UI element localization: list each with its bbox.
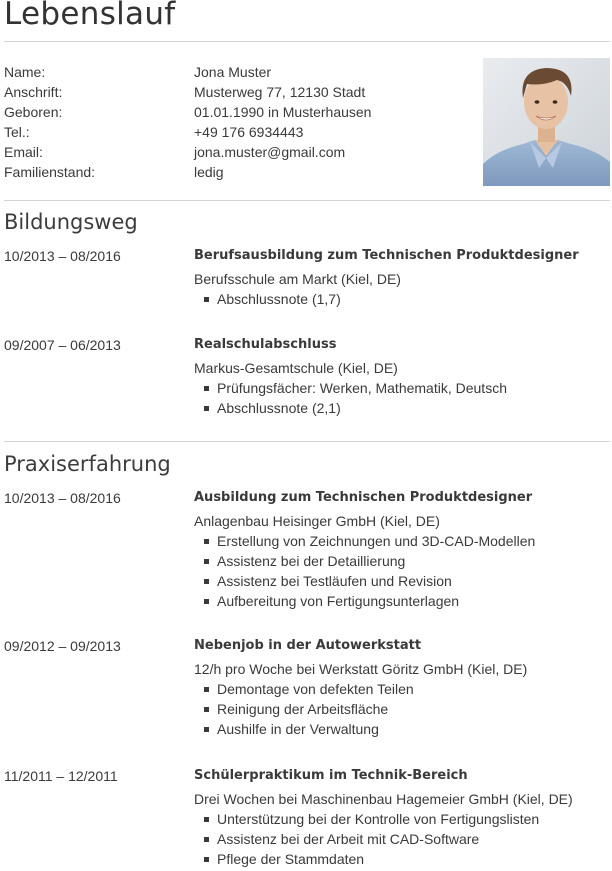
- entry-date: 10/2013 – 08/2016: [4, 248, 121, 264]
- section-divider: [4, 441, 610, 442]
- entry-date: 09/2012 – 09/2013: [4, 638, 121, 654]
- entry-bullets: [194, 679, 414, 739]
- personal-label: Anschrift:: [4, 84, 63, 100]
- profile-photo: [483, 58, 610, 186]
- personal-label: Name:: [4, 64, 46, 80]
- personal-value: Jona Muster: [194, 64, 272, 80]
- list-item: Reinigung der Arbeitsfläche: [194, 699, 414, 719]
- document-title: Lebenslauf: [4, 0, 176, 32]
- personal-value: Musterweg 77, 12130 Stadt: [194, 84, 366, 100]
- title-divider: [4, 41, 610, 42]
- list-item: Unterstützung bei der Kontrolle von Fertigungslisten: [194, 809, 539, 829]
- list-item: Pflege der Stammdaten: [194, 849, 539, 869]
- entry-date: 10/2013 – 08/2016: [4, 490, 121, 506]
- list-item: Assistenz bei der Detaillierung: [194, 551, 535, 571]
- list-item: Erstellung von Zeichnungen und 3D-CAD-Modellen: [194, 531, 535, 551]
- entry-subtitle: Markus-Gesamtschule (Kiel, DE): [194, 360, 398, 376]
- personal-label: Tel.:: [4, 124, 30, 140]
- entry-title: Berufsausbildung zum Technischen Produktdesigner: [194, 248, 579, 263]
- list-item: Abschlussnote (1,7): [194, 289, 341, 309]
- entry-title: Schülerpraktikum im Technik-Bereich: [194, 768, 468, 783]
- entry-bullets: [194, 809, 539, 869]
- personal-label: Geboren:: [4, 104, 63, 120]
- entry-subtitle: 12/h pro Woche bei Werkstatt Göritz GmbH (Kiel, DE): [194, 661, 528, 677]
- personal-label: Familienstand:: [4, 164, 96, 180]
- list-item: Prüfungsfächer: Werken, Mathematik, Deutsch: [194, 378, 507, 398]
- entry-date: 11/2011 – 12/2011: [4, 768, 118, 784]
- entry-bullets: [194, 378, 507, 418]
- entry-title: Nebenjob in der Autowerkstatt: [194, 638, 422, 653]
- list-item: Aufbereitung von Fertigungsunterlagen: [194, 591, 535, 611]
- entry-bullets: [194, 531, 535, 611]
- entry-title: Realschulabschluss: [194, 337, 337, 352]
- list-item: Assistenz bei Testläufen und Revision: [194, 571, 535, 591]
- section-divider: [4, 200, 610, 201]
- list-item: Aushilfe in der Verwaltung: [194, 719, 414, 739]
- personal-value: 01.01.1990 in Musterhausen: [194, 104, 372, 120]
- entry-subtitle: Drei Wochen bei Maschinenbau Hagemeier GmbH (Kiel, DE): [194, 791, 573, 807]
- entry-subtitle: Berufsschule am Markt (Kiel, DE): [194, 271, 401, 287]
- list-item: Assistenz bei der Arbeit mit CAD-Software: [194, 829, 539, 849]
- personal-label: Email:: [4, 144, 43, 160]
- personal-value: +49 176 6934443: [194, 124, 304, 140]
- personal-value: ledig: [194, 164, 224, 180]
- entry-title: Ausbildung zum Technischen Produktdesigner: [194, 490, 533, 505]
- personal-value: jona.muster@gmail.com: [194, 144, 346, 160]
- section-title-experience: Praxiserfahrung: [4, 452, 171, 476]
- list-item: Abschlussnote (2,1): [194, 398, 507, 418]
- entry-subtitle: Anlagenbau Heisinger GmbH (Kiel, DE): [194, 513, 440, 529]
- list-item: Demontage von defekten Teilen: [194, 679, 414, 699]
- entry-date: 09/2007 – 06/2013: [4, 337, 121, 353]
- section-title-education: Bildungsweg: [4, 210, 138, 234]
- entry-bullets: [194, 289, 341, 309]
